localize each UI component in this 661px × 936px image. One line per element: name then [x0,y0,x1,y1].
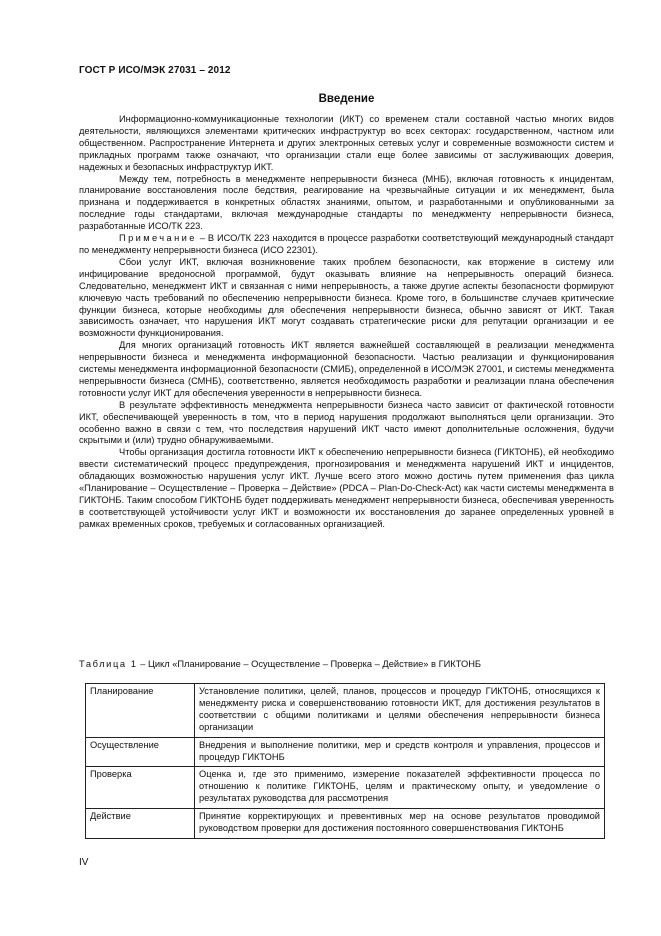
description-cell: Принятие корректирующих и превентивных мер на основе результатов проводимой руководством проверки для достижения постоянного совершенствования ГИКТОНБ [195,809,605,839]
paragraph: Для многих организаций готовность ИКТ является важнейшей составляющей в реализации менеджмента непрерывности бизнеса и менеджмента информационной безопасности. Частью реализации и функционирования системы менеджмента информационной безопасности (СМИБ), определенной в ИСО/МЭК 27001, и системы менеджмента непрерывности бизнеса (СМНБ), соответственно, является необходимость разработки и реализации плана обеспечения готовности услуг ИКТ для обеспечения уверенности в непрерывности бизнеса. [79,340,614,398]
description-cell: Установление политики, целей, планов, процессов и процедур ГИКТОНБ, относящихся к менеджменту риска и совершенствованию готовности ИКТ, для достижения результатов в соответствии с общими политиками и целями обеспечения непрерывности бизнеса организации [195,684,605,738]
paragraph: Чтобы организация достигла готовности ИКТ к обеспечению непрерывности бизнеса (ГИКТОНБ), ей необходимо ввести систематический процесс предупреждения, прогнозирования и менеджмента нарушений ИКТ и инцидентов, обладающих возможностью нарушения услуг ИКТ. Лучше всего этого можно достичь путем применения фаз цикла «Планирование – Осуществление – Проверка – Действие» (PDCA – Plan-Do-Check-Act) как части системы менеджмента в ГИКТОНБ. Таким способом ГИКТОНБ будет поддерживать менеджмент непрерывности бизнеса, обеспечивая уверенность в соответствующей устойчивости услуг ИКТ и возможности их восстановления до заранее определенных уровней в рамках временных сроков, требуемых и согласованных организацией. [79,447,614,529]
phase-cell: Планирование [86,684,195,738]
table-row [86,737,605,767]
phase-cell: Проверка [86,767,195,809]
description-cell: Оценка и, где это применимо, измерение показателей эффективности процесса по отношению к политике ГИКТОНБ, целям и практическому опыту, и уведомление о результатах руководства для рассмотрения [195,767,605,809]
note-label: Примечание [119,233,197,244]
paragraph: Между тем, потребность в менеджменте непрерывности бизнеса (МНБ), включая готовность к инцидентам, планирование восстановления после бедствия, реагирование на чрезвычайные ситуации и их менеджмент, была признана и поддерживается в конкретных областях знаниями, опытом, и разработанными и опубликованными за последние годы стандартами, включая международные стандарты по менеджменту непрерывности бизнеса, разработанные ИСО/ТК 223. [79,173,614,232]
note-text: – В ИСО/ТК 223 находится в процессе разработки соответствующий международный стандарт по менеджменту непрерывности бизнеса (ИСО 22301). [79,233,614,255]
section-title: Введение [318,93,375,105]
phase-cell: Действие [86,809,195,839]
phase-cell: Осуществление [86,737,195,767]
paragraph: Сбои услуг ИКТ, включая возникновение таких проблем безопасности, как вторжение в систему или инфицирование вредоносной программой, будут оказывать влияние на непрерывность операций бизнеса. Следовательно, менеджмент ИКТ и связанная с ними непрерывность, а также другие аспекты безопасности формируют ключевую часть требований по обеспечению непрерывности бизнеса. Кроме того, в большинстве случаев критические функции бизнеса, которые необходимы для обеспечения непрерывности бизнеса, обычно зависят от ИКТ. Такая зависимость означает, что нарушения ИКТ могут создавать стратегические риски для репутации организации и ее возможности функционирования. [79,256,614,339]
table-row [86,767,605,809]
table-caption [79,659,481,669]
table-caption-label: Таблица 1 [79,659,138,669]
pdca-table [85,683,605,839]
table-row [86,809,605,839]
description-cell: Внедрения и выполнение политики, мер и средств контроля и управления, процессов и процедур ГИКТОНБ [195,737,605,767]
document-header: ГОСТ Р ИСО/МЭК 27031 – 2012 [79,65,231,76]
note-paragraph [79,233,614,257]
table-row [86,684,605,738]
paragraph: В результате эффективность менеджмента непрерывности бизнеса часто зависит от фактической готовности ИКТ, обеспечивающей уверенность в том, что в период нарушения продолжают выполняться цели организации. Это особенно важно в связи с тем, что последствия нарушений ИКТ часто имеют дополнительные осложнения, будучи скрытыми и (или) трудно обнаруживаемыми. [79,399,614,446]
introduction-body [79,114,614,531]
table-caption-text: – Цикл «Планирование – Осуществление – Проверка – Действие» в ГИКТОНБ [137,659,482,669]
page-number: IV [79,857,89,868]
paragraph: Информационно-коммуникационные технологии (ИКТ) со временем стали составной частью многих видов деятельности, являющихся элементами критических инфраструктур во всех секторах: государственном, частном или общественном. Распространение Интернета и других электронных сетевых услуг и современные возможности систем и прикладных программ также означают, что организации стали еще более зависимы от заслуживающих доверия, надежных и безопасных инфраструктур ИКТ. [79,114,614,172]
